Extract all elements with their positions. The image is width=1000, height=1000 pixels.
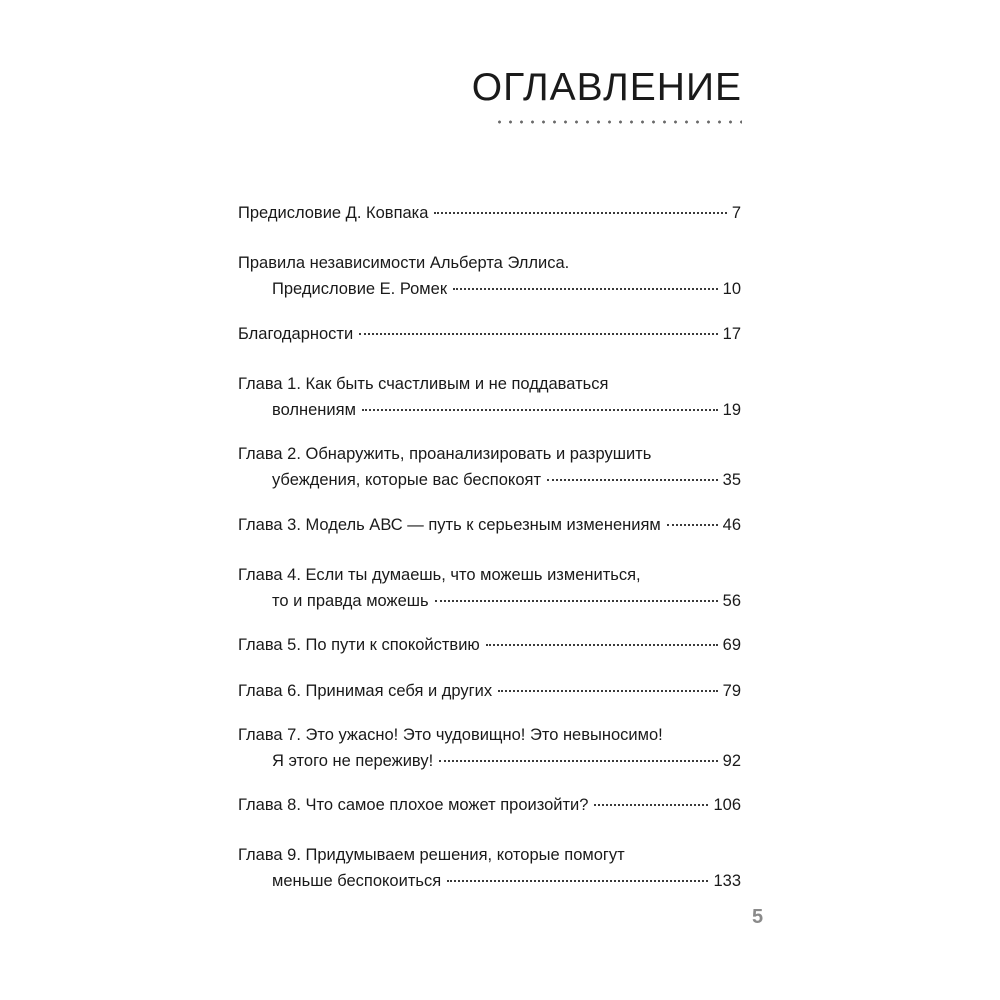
toc-entry-title: Глава 7. Это ужасно! Это чудовищно! Это невыносимо!	[238, 726, 663, 744]
dot-leader	[359, 333, 717, 335]
toc-entry-title: Правила независимости Альберта Эллиса.	[238, 254, 570, 272]
toc-entry-title-continued: волнениям	[272, 401, 356, 419]
dot-leader	[439, 760, 717, 762]
toc-entry-title: Глава 2. Обнаружить, проанализировать и разрушить	[238, 445, 652, 463]
toc-page-number: 69	[722, 636, 741, 654]
toc-entry-title-continued: меньше беспокоиться	[272, 872, 442, 890]
toc-page-number: 79	[722, 682, 741, 700]
toc-page-number: 133	[713, 872, 741, 890]
dot-leader	[486, 644, 718, 646]
toc-page-number: 106	[713, 796, 741, 814]
dot-leader	[498, 690, 718, 692]
toc-entry	[238, 842, 741, 894]
toc-page-number: 7	[731, 204, 741, 222]
dot-leader	[434, 212, 726, 214]
dot-leader	[447, 880, 708, 882]
toc-page-number: 19	[722, 401, 741, 419]
title-dotted-rule	[494, 118, 742, 126]
toc-entry-title-continued: убеждения, которые вас беспокоят	[272, 471, 541, 489]
toc-page-number: 56	[722, 592, 741, 610]
toc-entry	[238, 562, 741, 614]
toc-entry-title: Благодарности	[238, 325, 354, 343]
dot-leader	[594, 804, 708, 806]
toc-entry	[238, 722, 741, 774]
toc-entry-title: Глава 9. Придумываем решения, которые помогут	[238, 846, 625, 864]
toc-entry	[238, 632, 741, 658]
page-title: ОГЛАВЛЕНИЕ	[471, 66, 742, 109]
dot-leader	[547, 479, 718, 481]
toc-entry	[238, 200, 741, 226]
toc-page-number: 35	[722, 471, 741, 489]
toc-entry-title-continued: Предисловие Е. Ромек	[272, 280, 448, 298]
toc-entry-title: Глава 3. Модель АВС — путь к серьезным изменениям	[238, 516, 661, 534]
toc-entry	[238, 441, 741, 493]
toc-entry-title-continued: Я этого не переживу!	[272, 752, 434, 770]
dot-leader	[667, 524, 718, 526]
toc-entry-title: Глава 6. Принимая себя и других	[238, 682, 493, 700]
toc-page-number: 46	[722, 516, 741, 534]
toc-page-number: 10	[722, 280, 741, 298]
toc-page-number: 92	[722, 752, 741, 770]
toc-entry-title: Глава 5. По пути к спокойствию	[238, 636, 480, 654]
toc-entry-title: Глава 8. Что самое плохое может произойти?	[238, 796, 589, 814]
toc-entry-title-continued: то и правда можешь	[272, 592, 429, 610]
toc-entry	[238, 371, 741, 423]
toc-entry	[238, 512, 741, 538]
toc-entry-title: Предисловие Д. Ковпака	[238, 204, 429, 222]
toc-entry	[238, 792, 741, 818]
page-folio-number: 5	[752, 906, 764, 928]
dot-leader	[453, 288, 718, 290]
toc-page-number: 17	[722, 325, 741, 343]
dot-leader	[435, 600, 718, 602]
toc-entry	[238, 678, 741, 704]
toc-entry-title: Глава 4. Если ты думаешь, что можешь измениться,	[238, 566, 641, 584]
toc-entry-title: Глава 1. Как быть счастливым и не поддаваться	[238, 375, 609, 393]
toc-entry	[238, 321, 741, 347]
toc-entry	[238, 250, 741, 302]
dot-leader	[362, 409, 718, 411]
